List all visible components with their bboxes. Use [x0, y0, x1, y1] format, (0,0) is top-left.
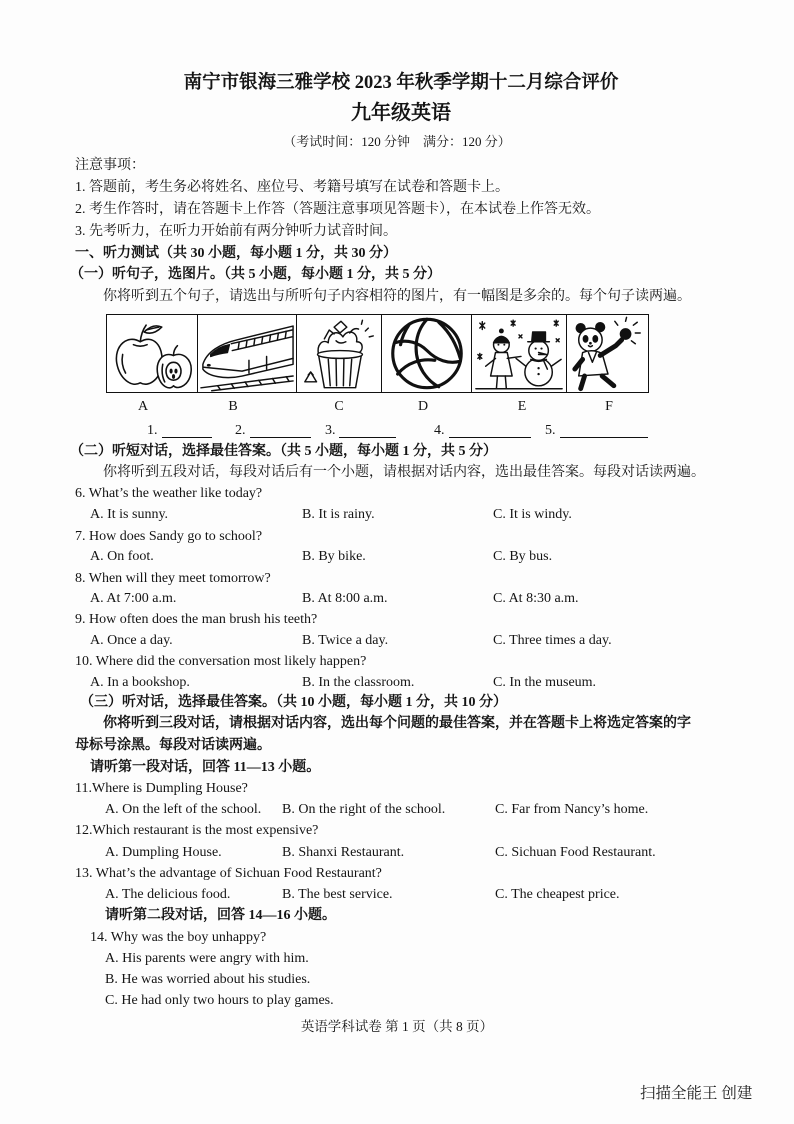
question-10-option-b: B. In the classroom. [302, 675, 415, 690]
picture-label-a: A [137, 399, 149, 414]
part3-heading: （三）听对话，选择最佳答案。（共 10 小题，每小题 1 分，共 10 分） [80, 695, 507, 710]
question-10-option-a: A. In a bookshop. [90, 675, 190, 690]
bullet-train-icon [198, 315, 296, 392]
trash-can-icon [297, 315, 381, 392]
note-item-2: 2. 考生作答时，请在答题卡上作答（答题注意事项见答题卡），在本试卷上作答无效。 [75, 202, 600, 217]
question-12-option-a: A. Dumpling House. [105, 845, 222, 860]
question-6-option-b: B. It is rainy. [302, 507, 375, 522]
part3-instruction-line-1: 你将听到三段对话，请根据对话内容，选出每个问题的最佳答案，并在答题卡上将选定答案的字 [103, 716, 691, 731]
question-8-option-b: B. At 8:00 a.m. [302, 591, 388, 606]
picture-d [381, 314, 472, 393]
question-6-option-c: C. It is windy. [493, 507, 572, 522]
apples-icon [107, 315, 197, 392]
question-13: 13. What’s the advantage of Sichuan Food Restaurant? [75, 866, 382, 881]
question-9-option-a: A. Once a day. [90, 633, 173, 648]
answer-blank-line-5 [560, 437, 648, 438]
question-8-option-c: C. At 8:30 a.m. [493, 591, 579, 606]
picture-label-c: C [334, 399, 344, 414]
answer-blank-line-2 [250, 437, 311, 438]
question-8: 8. When will they meet tomorrow? [75, 571, 271, 586]
volleyball-icon [382, 315, 471, 392]
picture-a [106, 314, 198, 393]
question-6-option-a: A. It is sunny. [90, 507, 169, 522]
answer-blank-number-3: 3. [325, 423, 336, 438]
note-item-1: 1. 答题前，考生务必将姓名、座位号、考籍号填写在试卷和答题卡上。 [75, 180, 509, 195]
question-14-option-a: A. His parents were angry with him. [105, 951, 309, 966]
picture-f [566, 314, 649, 393]
question-9: 9. How often does the man brush his teeth? [75, 612, 318, 627]
listening-section-heading: 一、听力测试（共 30 小题，每小题 1 分，共 30 分） [75, 246, 397, 261]
picture-label-e: E [517, 399, 527, 414]
answer-blank-number-2: 2. [235, 423, 246, 438]
picture-label-d: D [417, 399, 429, 414]
part2-instruction: 你将听到五段对话，每段对话后有一个小题，请根据对话内容，选出最佳答案。每段对话读两遍。 [103, 465, 705, 480]
part2-heading: （二）听短对话，选择最佳答案。（共 5 小题，每小题 1 分，共 5 分） [70, 444, 497, 459]
question-9-option-c: C. Three times a day. [493, 633, 612, 648]
question-7-option-c: C. By bus. [493, 549, 553, 564]
question-8-option-a: A. At 7:00 a.m. [90, 591, 177, 606]
question-11-option-b: B. On the right of the school. [282, 802, 446, 817]
answer-blank-number-1: 1. [147, 423, 158, 438]
picture-label-b: B [228, 399, 238, 414]
scanner-watermark: 扫描全能王 创建 [640, 1085, 753, 1102]
picture-b [197, 314, 297, 393]
answer-blank-line-4 [449, 437, 531, 438]
part3-instruction-line-2: 母标号涂黑。每段对话读两遍。 [75, 738, 271, 753]
picture-e [471, 314, 567, 393]
answer-blank-line-1 [162, 437, 212, 438]
question-7-option-a: A. On foot. [90, 549, 154, 564]
question-9-option-b: B. Twice a day. [302, 633, 389, 648]
question-13-option-a: A. The delicious food. [105, 887, 231, 902]
answer-blank-number-5: 5. [545, 423, 556, 438]
picture-label-f: F [605, 399, 613, 414]
question-13-option-b: B. The best service. [282, 887, 393, 902]
exam-subject: 九年级英语 [351, 102, 451, 124]
question-14-option-c: C. He had only two hours to play games. [105, 993, 334, 1008]
question-7: 7. How does Sandy go to school? [75, 529, 263, 544]
question-14-option-b: B. He was worried about his studies. [105, 972, 311, 987]
panda-kung-fu-icon [567, 315, 648, 392]
question-10-option-c: C. In the museum. [493, 675, 597, 690]
note-item-3: 3. 先考听力，在听力开始前有两分钟听力试音时间。 [75, 224, 397, 239]
exam-title: 南宁市银海三雅学校 2023 年秋季学期十二月综合评价 [183, 73, 619, 93]
notes-heading: 注意事项： [75, 158, 145, 173]
question-11-option-a: A. On the left of the school. [105, 802, 262, 817]
page-footer: 英语学科试卷 第 1 页（共 8 页） [300, 1019, 494, 1034]
dialog-1-prompt: 请听第一段对话，回答 11—13 小题。 [90, 760, 321, 775]
question-7-option-b: B. By bike. [302, 549, 366, 564]
exam-time-and-score: （考试时间：120 分钟 满分：120 分） [283, 134, 511, 149]
question-11-option-c: C. Far from Nancy’s home. [495, 802, 649, 817]
question-12: 12.Which restaurant is the most expensive? [75, 823, 319, 838]
question-10: 10. Where did the conversation most likely happen? [75, 654, 367, 669]
question-14: 14. Why was the boy unhappy? [90, 930, 267, 945]
question-11: 11.Where is Dumpling House? [75, 781, 248, 796]
snowman-icon [472, 315, 566, 392]
part1-instruction: 你将听到五个句子，请选出与所听句子内容相符的图片，有一幅图是多余的。每个句子读两遍。 [103, 289, 691, 304]
part1-heading: （一）听句子，选图片。（共 5 小题，每小题 1 分，共 5 分） [70, 267, 441, 282]
question-12-option-c: C. Sichuan Food Restaurant. [495, 845, 656, 860]
answer-blank-number-4: 4. [434, 423, 445, 438]
answer-blank-line-3 [339, 437, 396, 438]
picture-c [296, 314, 382, 393]
question-13-option-c: C. The cheapest price. [495, 887, 620, 902]
question-6: 6. What’s the weather like today? [75, 486, 263, 501]
question-12-option-b: B. Shanxi Restaurant. [282, 845, 405, 860]
dialog-2-prompt: 请听第二段对话，回答 14—16 小题。 [105, 908, 336, 923]
